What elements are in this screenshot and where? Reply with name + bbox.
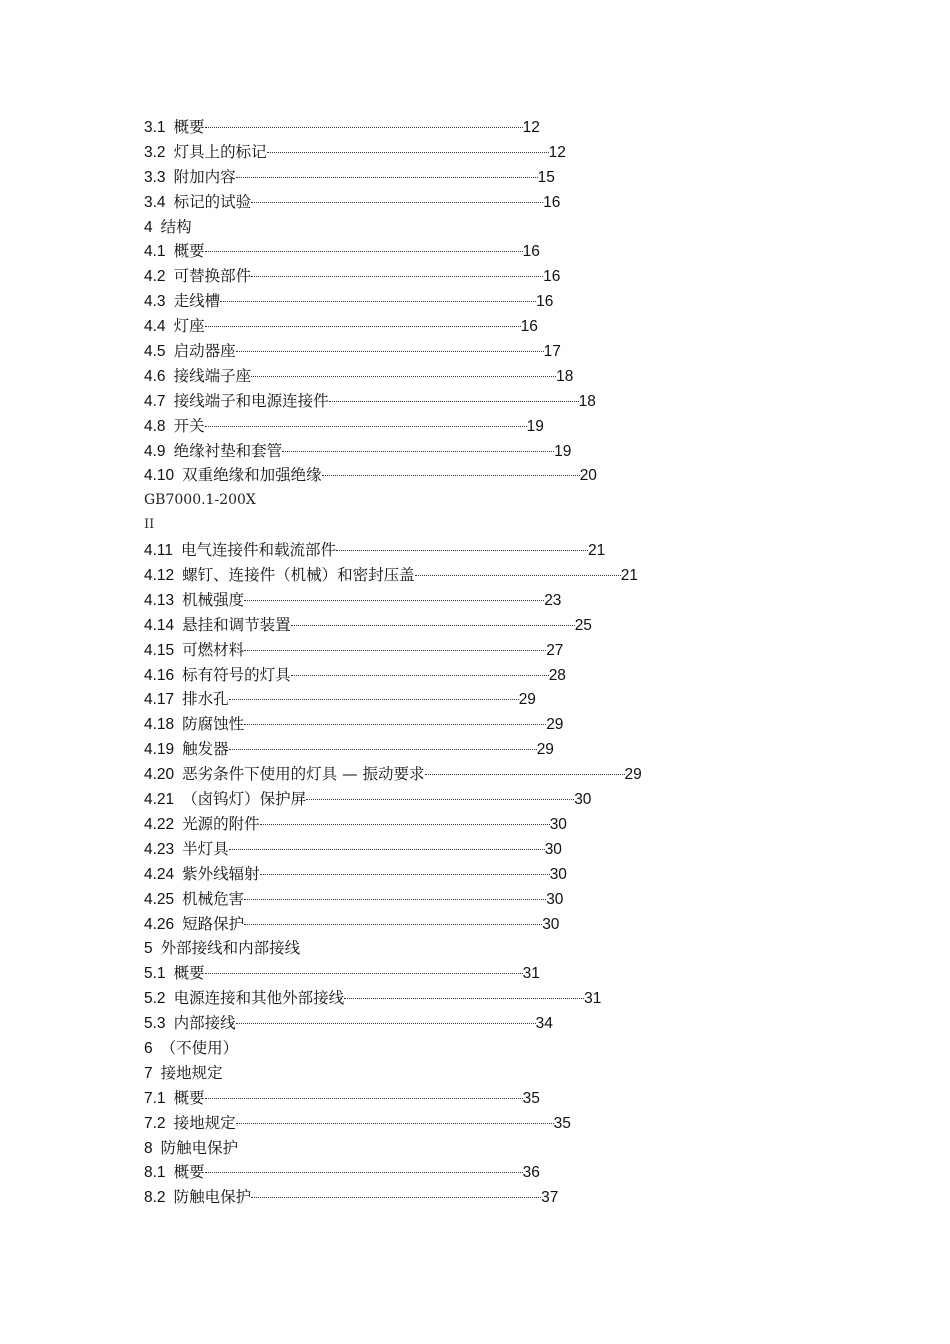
toc-entry-number: 4.2 [144, 268, 166, 286]
toc-dot-leader [205, 325, 521, 327]
toc-entry[interactable] [144, 1136, 764, 1161]
toc-entry-number: 4.14 [144, 616, 175, 634]
toc-entry-number: 4 [144, 218, 153, 236]
toc-entry-title: 概要 [173, 1088, 205, 1107]
toc-entry-number: 4.17 [144, 691, 175, 709]
toc-entry-title: 走线槽 [173, 292, 221, 311]
toc-dot-leader [260, 873, 550, 875]
toc-entry-number: 5.2 [144, 990, 166, 1008]
toc-dot-leader [251, 275, 543, 277]
toc-entry-title: 防腐蚀性 [182, 715, 245, 734]
toc-entry[interactable] [144, 936, 764, 961]
toc-entry-title: 触发器 [182, 740, 229, 759]
toc-entry-page: 16 [543, 193, 561, 211]
toc-entry-title: 开关 [173, 416, 205, 435]
toc-dot-leader [322, 474, 580, 476]
toc-entry-title: 光源的附件 [182, 814, 260, 833]
toc-entry-number: 3.4 [144, 193, 166, 211]
toc-entry-page: 21 [620, 567, 638, 585]
toc-entry-page: 12 [522, 119, 540, 136]
toc-entry-page: 28 [548, 666, 566, 684]
toc-entry-number: 4.24 [144, 865, 175, 883]
toc-entry-page: 19 [554, 442, 572, 460]
toc-entry[interactable] [144, 762, 764, 787]
toc-entry[interactable] [144, 1086, 764, 1111]
toc-entry-title: 启动器座 [173, 342, 236, 361]
toc-entry[interactable] [144, 264, 764, 289]
toc-entry-number: 7.2 [144, 1114, 166, 1132]
toc-entry-page: 29 [546, 716, 564, 734]
toc-entry-page: 31 [522, 965, 540, 983]
toc-entry-number: 8 [144, 1139, 153, 1157]
toc-entry-number: 4.3 [144, 293, 166, 311]
toc-entry-title: 双重绝缘和加强绝缘 [182, 466, 322, 485]
toc-entry-title: 恶劣条件下使用的灯具 — 振动要求 [182, 765, 425, 784]
toc-entry-number: 4.4 [144, 318, 166, 336]
toc-entry[interactable] [144, 837, 764, 862]
toc-dot-leader [244, 649, 546, 651]
toc-dot-leader [282, 450, 554, 452]
toc-entry[interactable] [144, 712, 764, 737]
toc-entry-number: 4.19 [144, 741, 175, 759]
toc-dot-leader [205, 1171, 523, 1173]
toc-entry-page: 20 [579, 467, 597, 485]
toc-dot-leader [306, 798, 574, 800]
toc-entry[interactable] [144, 787, 764, 812]
toc-entry-number: 4.8 [144, 417, 166, 435]
toc-entry-number: 4.25 [144, 890, 175, 908]
toc-dot-leader [251, 201, 543, 203]
toc-dot-leader [229, 848, 545, 850]
toc-entry-title: 灯具上的标记 [173, 142, 267, 161]
toc-entry-title: 半灯具 [182, 839, 229, 858]
toc-entry-number: 4.20 [144, 766, 175, 784]
toc-entry-page: 17 [543, 343, 561, 361]
toc-entry-number: 3.2 [144, 143, 166, 161]
toc-entry[interactable] [144, 687, 764, 712]
toc-entry[interactable] [144, 638, 764, 663]
toc-entry-title: 外部接线和内部接线 [160, 939, 301, 958]
toc-entry-page: 15 [537, 168, 555, 186]
toc-entry-title: 螺钉、连接件（机械）和密封压盖 [182, 566, 415, 585]
toc-entry-title: 电气连接件和载流部件 [181, 541, 337, 560]
toc-entry-number: 4.5 [144, 343, 166, 361]
toc-entry-number: 4.7 [144, 392, 166, 410]
toc-dot-leader [336, 549, 588, 551]
toc-entry-number: 4.9 [144, 442, 166, 460]
toc-entry-number: 4.10 [144, 467, 175, 485]
toc-entry[interactable] [144, 140, 764, 165]
toc-entry[interactable] [144, 663, 764, 688]
toc-entry-number: 4.6 [144, 367, 166, 385]
toc-entry-page: 36 [522, 1164, 540, 1182]
toc-dot-leader [220, 300, 536, 302]
toc-entry-page: 16 [543, 268, 561, 286]
toc-entry[interactable] [144, 812, 764, 837]
toc-entry[interactable] [144, 961, 764, 986]
toc-entry-number: 5 [144, 940, 153, 958]
toc-entry-page: 19 [526, 417, 544, 435]
toc-entry[interactable] [144, 613, 764, 638]
toc-entry-title: 接线端子座 [173, 366, 252, 385]
toc-dot-leader [344, 997, 584, 999]
toc-entry[interactable] [144, 439, 764, 464]
toc-dot-leader [236, 1122, 554, 1124]
toc-entry-page: 30 [574, 791, 592, 809]
toc-entry-number: 4.22 [144, 815, 175, 833]
toc-entry[interactable] [144, 1185, 764, 1210]
toc-entry[interactable] [144, 1061, 764, 1086]
toc-entry-page: 12 [548, 143, 566, 161]
toc-entry-number: 5.3 [144, 1015, 166, 1033]
toc-entry-title: 防触电保护 [160, 1138, 239, 1157]
toc-entry-title: 可燃材料 [182, 640, 245, 659]
toc-dot-leader [205, 250, 523, 252]
toc-entry-title: （不使用） [160, 1038, 239, 1057]
toc-entry[interactable] [144, 1011, 764, 1036]
toc-dot-leader [205, 1097, 523, 1099]
toc-entry-number: 4.12 [144, 567, 175, 585]
toc-entry-title: 可替换部件 [173, 267, 252, 286]
toc-entry-title: 悬挂和调节装置 [182, 615, 291, 634]
toc-entry-number: 7 [144, 1064, 153, 1082]
toc-entry-title: 电源连接和其他外部接线 [173, 989, 345, 1008]
toc-dot-leader [244, 599, 544, 601]
toc-entry-number: 4.18 [144, 716, 175, 734]
toc-entry[interactable] [144, 1036, 764, 1061]
toc-entry-number: 4.21 [144, 791, 175, 809]
page-roman-numeral: II [144, 517, 155, 533]
toc-entry[interactable] [144, 314, 764, 339]
toc-entry-title: 绝缘衬垫和套管 [173, 441, 283, 460]
toc-entry-title: 排水孔 [182, 690, 229, 709]
toc-entry[interactable] [144, 538, 764, 563]
toc-entry[interactable] [144, 463, 764, 488]
toc-dot-leader [425, 773, 625, 775]
toc-entry-number: 8.1 [144, 1164, 166, 1182]
toc-entry[interactable] [144, 1160, 764, 1185]
document-code: GB7000.1-200X [144, 492, 256, 509]
toc-entry[interactable] [144, 737, 764, 762]
toc-entry[interactable] [144, 912, 764, 937]
toc-entry-title: （卤钨灯）保护屏 [182, 790, 307, 809]
toc-entry-title: 标有符号的灯具 [182, 665, 291, 684]
toc-dot-leader [291, 624, 575, 626]
toc-entry-number: 5.1 [144, 965, 166, 983]
toc-entry[interactable] [144, 986, 764, 1011]
toc-entry-title: 结构 [160, 217, 192, 236]
toc-dot-leader [205, 425, 527, 427]
toc-entry-title: 短路保护 [182, 914, 245, 933]
toc-dot-leader [236, 1022, 536, 1024]
toc-entry-page: 30 [542, 915, 560, 933]
toc-entry-page: 18 [556, 367, 574, 385]
toc-entry-number: 4.13 [144, 591, 175, 609]
toc-entry-page: 23 [544, 591, 562, 609]
toc-entry[interactable] [144, 1111, 764, 1136]
toc-entry-page: 37 [541, 1189, 559, 1207]
toc-entry-page: 35 [522, 1089, 540, 1107]
toc-entry-page: 29 [624, 766, 642, 784]
toc-entry[interactable] [144, 389, 764, 414]
toc-entry-title: 防触电保护 [173, 1188, 252, 1207]
toc-entry-title: 附加内容 [173, 167, 236, 186]
toc-entry-page: 29 [518, 691, 536, 709]
toc-entry[interactable] [144, 339, 764, 364]
toc-entry-title: 机械强度 [182, 590, 245, 609]
toc-dot-leader [244, 923, 542, 925]
toc-dot-leader [251, 375, 556, 377]
toc-dot-leader [205, 126, 523, 128]
toc-entry-title: 灯座 [173, 317, 205, 336]
toc-dot-leader [415, 574, 621, 576]
toc-entry[interactable] [144, 115, 764, 140]
toc-entry-number: 8.2 [144, 1189, 166, 1207]
toc-entry-page: 29 [536, 741, 554, 759]
toc-entry[interactable] [144, 190, 764, 215]
toc-entry[interactable] [144, 414, 764, 439]
toc-entry[interactable] [144, 364, 764, 389]
toc-dot-leader [236, 350, 544, 352]
toc-entry-number: 4.1 [144, 243, 166, 261]
toc-entry-number: 4.11 [144, 542, 174, 560]
toc-entry-page: 31 [584, 990, 602, 1008]
toc-entry-title: 概要 [173, 1163, 205, 1182]
toc-dot-leader [244, 898, 546, 900]
toc-entry-page: 21 [588, 542, 606, 560]
table-of-contents [144, 115, 764, 1210]
toc-dot-leader [229, 748, 537, 750]
toc-section-b [144, 538, 764, 1210]
toc-entry-page: 30 [544, 840, 562, 858]
toc-entry-page: 16 [536, 293, 554, 311]
toc-entry-number: 6 [144, 1039, 153, 1057]
toc-entry[interactable] [144, 289, 764, 314]
toc-dot-leader [329, 400, 579, 402]
toc-entry[interactable] [144, 887, 764, 912]
toc-entry[interactable] [144, 239, 764, 264]
toc-entry-title: 内部接线 [173, 1014, 236, 1033]
toc-dot-leader [229, 698, 519, 700]
toc-entry-number: 3.3 [144, 168, 166, 186]
toc-entry-number: 4.15 [144, 641, 175, 659]
toc-dot-leader [236, 176, 538, 178]
toc-entry-page: 16 [522, 243, 540, 261]
toc-entry-title: 概要 [173, 964, 205, 983]
toc-entry-number: 7.1 [144, 1089, 166, 1107]
toc-entry[interactable] [144, 215, 764, 240]
toc-entry-page: 18 [578, 392, 596, 410]
toc-entry[interactable] [144, 588, 764, 613]
toc-entry[interactable] [144, 165, 764, 190]
toc-entry-number: 4.23 [144, 840, 175, 858]
toc-entry-page: 30 [549, 865, 567, 883]
toc-dot-leader [291, 674, 549, 676]
toc-entry-page: 35 [553, 1114, 571, 1132]
toc-entry-title: 概要 [173, 118, 205, 136]
toc-dot-leader [267, 151, 549, 153]
toc-entry-number: 4.26 [144, 915, 175, 933]
toc-entry-title: 接地规定 [160, 1063, 223, 1082]
toc-entry-page: 30 [546, 890, 564, 908]
toc-entry-number: 4.16 [144, 666, 175, 684]
toc-entry-title: 概要 [173, 242, 205, 261]
toc-entry-page: 30 [549, 815, 567, 833]
toc-entry[interactable] [144, 563, 764, 588]
toc-entry-page: 16 [520, 318, 538, 336]
toc-entry-title: 紫外线辐射 [182, 864, 260, 883]
toc-dot-leader [260, 823, 550, 825]
toc-entry-title: 机械危害 [182, 889, 245, 908]
toc-entry-number: 3.1 [144, 119, 166, 136]
toc-entry-page: 34 [535, 1015, 553, 1033]
toc-dot-leader [251, 1196, 541, 1198]
toc-section-a [144, 115, 764, 488]
toc-entry-title: 接地规定 [173, 1113, 236, 1132]
toc-entry-page: 27 [546, 641, 564, 659]
toc-entry-page: 25 [574, 616, 592, 634]
toc-dot-leader [205, 972, 523, 974]
toc-entry-title: 标记的试验 [173, 192, 252, 211]
toc-dot-leader [244, 723, 546, 725]
toc-entry-title: 接线端子和电源连接件 [173, 391, 329, 410]
toc-entry[interactable] [144, 862, 764, 887]
